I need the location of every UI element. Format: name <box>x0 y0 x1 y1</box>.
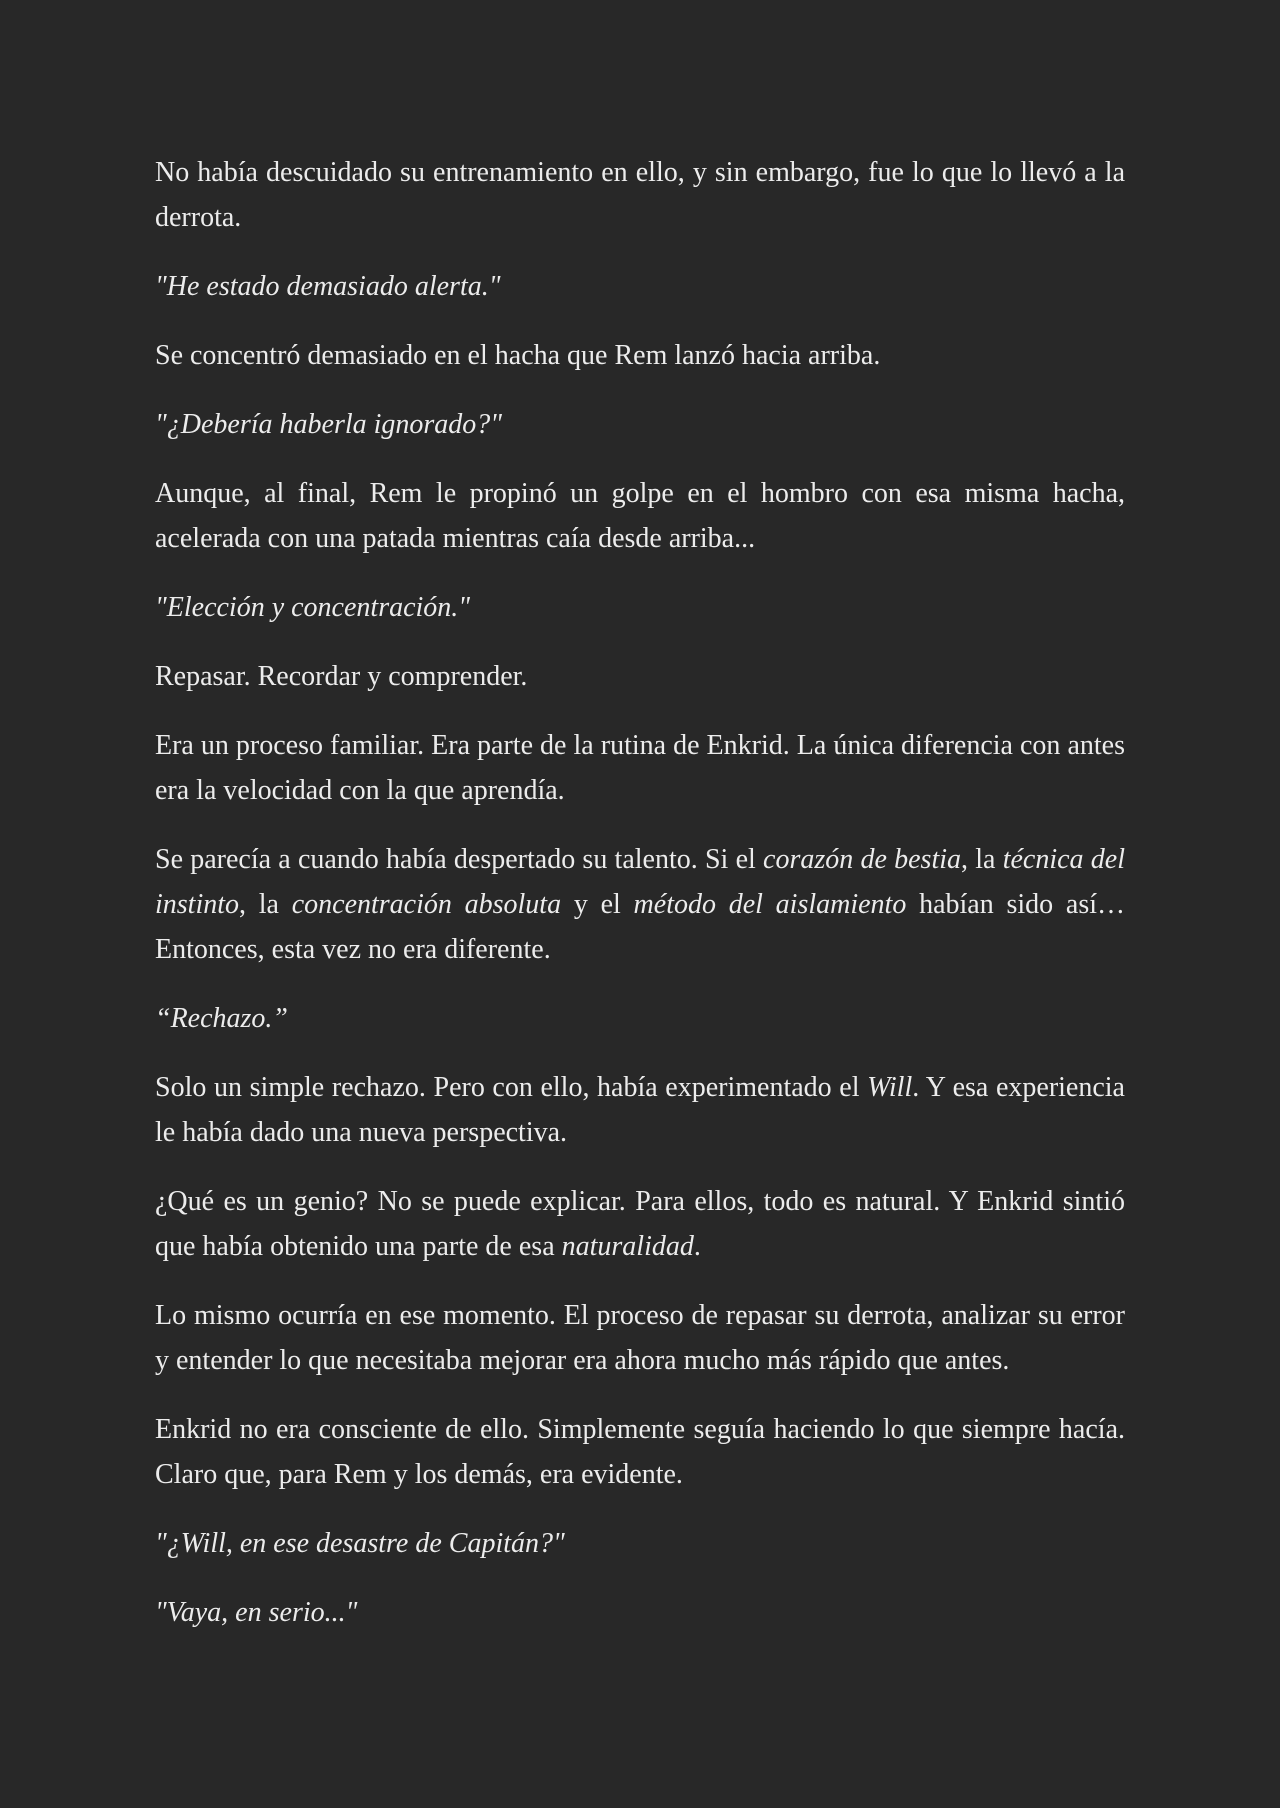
emphasis-term: Will <box>867 1072 913 1103</box>
text-run: . Y esa experiencia le había dado una nueva perspectiva. <box>155 1072 1125 1148</box>
thought-line: “Rechazo.” <box>155 1003 288 1034</box>
text-run: , la <box>961 844 1003 875</box>
text-run: Solo un simple rechazo. Pero con ello, había experimentado el <box>155 1072 868 1103</box>
text-run: . <box>693 1231 701 1262</box>
paragraph: Se concentró demasiado en el hacha que Rem lanzó hacia arriba. <box>155 340 881 371</box>
chapter-text <box>155 150 1125 1635</box>
emphasis-term: concentración absoluta <box>291 889 562 920</box>
emphasis-term: corazón de bestia <box>763 844 962 875</box>
text-run: , la <box>239 889 292 920</box>
paragraph: Aunque, al final, Rem le propinó un golpe en el hombro con esa misma hacha, acelerada con una patada mientras caía desde arriba... <box>155 478 1125 554</box>
paragraph: Era un proceso familiar. Era parte de la rutina de Enkrid. La única diferencia con antes era la velocidad con la que aprendía. <box>155 730 1125 806</box>
thought-line: "¿Debería haberla ignorado?" <box>155 409 503 440</box>
paragraph: Enkrid no era consciente de ello. Simplemente seguía haciendo lo que siempre hacía. Claro que, para Rem y los demás, era evidente. <box>155 1414 1125 1490</box>
paragraph: No había descuidado su entrenamiento en ello, y sin embargo, fue lo que lo llevó a la derrota. <box>155 157 1125 233</box>
text-run: y el <box>561 889 634 920</box>
text-run: ¿Qué es un genio? No se puede explicar. Para ellos, todo es natural. Y Enkrid sintió que había obtenido una parte de esa <box>155 1186 1125 1262</box>
thought-line: "Elección y concentración." <box>155 592 471 623</box>
text-run: habían sido así… Entonces, esta vez no era diferente. <box>155 889 1125 965</box>
thought-line: "¿Will, en ese desastre de Capitán?" <box>155 1528 565 1559</box>
paragraph-talents <box>155 837 1125 972</box>
paragraph-will <box>155 1065 1125 1155</box>
paragraph: Repasar. Recordar y comprender. <box>155 661 528 692</box>
paragraph: Lo mismo ocurría en ese momento. El proceso de repasar su derrota, analizar su error y entender lo que necesitaba mejorar era ahora mucho más rápido que antes. <box>155 1300 1125 1376</box>
thought-line: "Vaya, en serio..." <box>155 1597 358 1628</box>
emphasis-term: naturalidad <box>561 1231 694 1262</box>
paragraph-genius <box>155 1179 1125 1269</box>
text-run: Se parecía a cuando había despertado su talento. Si el <box>155 844 764 875</box>
thought-line: "He estado demasiado alerta." <box>155 271 501 302</box>
emphasis-term: método del aislamiento <box>633 889 907 920</box>
emphasis-term: técnica del instinto <box>155 844 1125 920</box>
